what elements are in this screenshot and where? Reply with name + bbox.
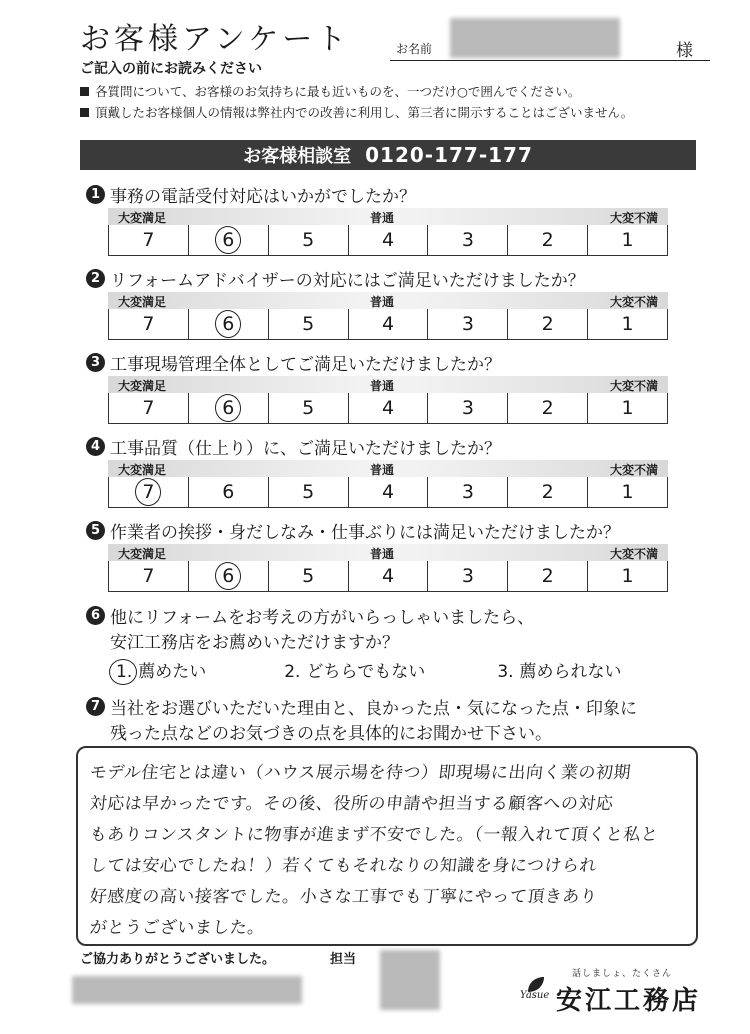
honorific: 様 (676, 41, 693, 61)
redacted-name (450, 18, 620, 58)
rating-option-3[interactable]: 3 (428, 561, 508, 591)
option-number: 2. (284, 662, 301, 682)
scale-header (108, 292, 668, 309)
option-label: 薦めたい (138, 662, 207, 682)
scale-cells (108, 225, 668, 256)
question-text: 工事現場管理全体としてご満足いただけましたか？ (110, 355, 501, 375)
option-number: 1. (116, 662, 133, 682)
rating-option-2[interactable]: 2 (508, 393, 588, 423)
question-number-icon: 3 (86, 353, 105, 372)
scale-header (108, 460, 668, 477)
scale-label-low: 大変不満 (609, 463, 658, 477)
rating-option-6[interactable]: 6 (189, 393, 269, 423)
question-text: 事務の電話受付対応はいかがでしたか？ (110, 187, 416, 207)
rating-option-7[interactable]: 7 (109, 393, 189, 423)
scale-label-low: 大変不満 (609, 211, 658, 225)
option-neutral[interactable] (284, 657, 425, 682)
rating-option-6[interactable]: 6 (189, 561, 269, 591)
question-6 (86, 603, 534, 628)
scale-label-high: 大変満足 (118, 547, 167, 561)
scale-cells (108, 309, 668, 340)
redacted-address (72, 976, 302, 1004)
rating-option-1[interactable]: 1 (588, 225, 668, 255)
question-number-icon: 7 (86, 697, 105, 716)
rating-option-2[interactable]: 2 (508, 561, 588, 591)
intro-heading: ご記入の前にお読みください (80, 61, 262, 77)
rating-option-2[interactable]: 2 (508, 225, 588, 255)
note-text: 各質問について、お客様のお気持ちに最も近いものを、一つだけ○で囲んでください。 (95, 84, 581, 99)
answer-line: モデル住宅とは違い（ハウス展示場を待つ）即現場に出向く業の初期 (88, 763, 632, 783)
rating-option-3[interactable]: 3 (428, 477, 508, 507)
page-title: お客様アンケート (80, 22, 351, 57)
question-number-icon: 4 (86, 437, 105, 456)
company-name: 安江工務店 (556, 986, 702, 1016)
option-label: 薦められない (519, 662, 622, 682)
banner-label: お客様相談室 (243, 146, 352, 167)
rating-scale (108, 208, 668, 256)
rating-option-7[interactable]: 7 (109, 225, 189, 255)
scale-label-high: 大変満足 (118, 211, 167, 225)
scale-label-low: 大変不満 (609, 295, 658, 309)
rating-option-2[interactable]: 2 (508, 477, 588, 507)
rating-option-1[interactable]: 1 (588, 309, 668, 339)
question-7-line2: 残った点などのお気づきの点を具体的にお聞かせ下さい。 (110, 724, 552, 744)
question-7 (86, 694, 637, 719)
scale-label-mid: 普通 (370, 379, 395, 393)
scale-header (108, 544, 668, 561)
square-bullet-icon (80, 108, 89, 117)
rating-option-6[interactable]: 6 (189, 225, 269, 255)
rating-option-3[interactable]: 3 (428, 393, 508, 423)
scale-label-mid: 普通 (370, 463, 395, 477)
note-2 (80, 103, 633, 121)
rating-option-7[interactable]: 7 (109, 561, 189, 591)
logo-script: Yasue (520, 990, 550, 1001)
answer-line: がとうございました。 (88, 918, 266, 938)
rating-option-2[interactable]: 2 (508, 309, 588, 339)
name-label: お名前 (396, 42, 433, 56)
square-bullet-icon (80, 87, 89, 96)
rating-option-6[interactable]: 6 (189, 309, 269, 339)
question-number-icon: 2 (86, 269, 105, 288)
scale-cells (108, 393, 668, 424)
answer-line: 好感度の高い接客でした。小さな工事でも丁寧にやって頂きあり (88, 887, 599, 907)
rating-option-1[interactable]: 1 (588, 393, 668, 423)
rating-option-5[interactable]: 5 (269, 393, 349, 423)
scale-label-mid: 普通 (370, 211, 395, 225)
redacted-staff (380, 950, 440, 1010)
question-number-icon: 6 (86, 606, 105, 625)
scale-label-high: 大変満足 (118, 295, 167, 309)
rating-scale (108, 544, 668, 592)
option-recommend[interactable] (116, 657, 206, 682)
rating-option-4[interactable]: 4 (349, 393, 429, 423)
question-5 (86, 518, 620, 543)
rating-option-6[interactable]: 6 (189, 477, 269, 507)
option-label: どちらでもない (306, 662, 426, 682)
scale-header (108, 208, 668, 225)
scale-cells (108, 477, 668, 508)
rating-option-4[interactable]: 4 (349, 561, 429, 591)
question-text: リフォームアドバイザーの対応にはご満足いただけましたか？ (110, 271, 585, 291)
scale-label-high: 大変満足 (118, 463, 167, 477)
question-1 (86, 182, 416, 207)
scale-label-low: 大変不満 (609, 547, 658, 561)
question-text: 作業者の挨拶・身だしなみ・仕事ぶりには満足いただけましたか？ (110, 523, 620, 543)
rating-option-3[interactable]: 3 (428, 225, 508, 255)
rating-option-4[interactable]: 4 (349, 477, 429, 507)
rating-option-4[interactable]: 4 (349, 225, 429, 255)
question-2 (86, 266, 585, 291)
consult-banner (80, 140, 696, 170)
rating-option-5[interactable]: 5 (269, 561, 349, 591)
question-text: 工事品質（仕上り）に、ご満足いただけましたか？ (110, 439, 501, 459)
rating-option-7[interactable]: 7 (109, 477, 189, 507)
scale-label-mid: 普通 (370, 547, 395, 561)
scale-label-mid: 普通 (370, 295, 395, 309)
rating-scale (108, 460, 668, 508)
question-4 (86, 434, 501, 459)
slogan: 話しましょ、たくさん (572, 969, 673, 979)
thanks-text: ご協力ありがとうございました。 (80, 952, 276, 967)
rating-option-7[interactable]: 7 (109, 309, 189, 339)
banner-phone: 0120-177-177 (365, 143, 533, 167)
option-number: 3. (497, 662, 514, 682)
rating-option-5[interactable]: 5 (269, 477, 349, 507)
question-number-icon: 1 (86, 185, 105, 204)
note-text: 頂戴したお客様個人の情報は弊社内での改善に利用し、第三者に開示することはございません。 (95, 105, 634, 120)
name-field-line (390, 60, 710, 61)
rating-option-1[interactable]: 1 (588, 561, 668, 591)
staff-label: 担当 (330, 952, 357, 967)
scale-label-low: 大変不満 (609, 379, 658, 393)
question-3 (86, 350, 501, 375)
answer-line: しては安心でしたね！）若くてもそれなりの知識を身につけられ (88, 856, 598, 876)
option-not-recommend[interactable] (497, 657, 621, 682)
rating-option-4[interactable]: 4 (349, 309, 429, 339)
rating-option-3[interactable]: 3 (428, 309, 508, 339)
question-text: 当社をお選びいただいた理由と、良かった点・気になった点・印象に (110, 699, 637, 719)
rating-option-5[interactable]: 5 (269, 225, 349, 255)
q6-options (116, 657, 676, 682)
rating-option-5[interactable]: 5 (269, 309, 349, 339)
scale-header (108, 376, 668, 393)
rating-scale (108, 292, 668, 340)
answer-line: もありコンスタントに物事が進まず不安でした。（一報入れて頂くと私と (88, 825, 660, 845)
question-text: 他にリフォームをお考えの方がいらっしゃいましたら、 (110, 608, 535, 628)
answer-line: 対応は早かったです。その後、役所の申請や担当する顧客への対応 (88, 794, 615, 814)
rating-scale (108, 376, 668, 424)
rating-option-1[interactable]: 1 (588, 477, 668, 507)
note-1 (80, 82, 580, 100)
scale-label-high: 大変満足 (118, 379, 167, 393)
question-6-line2: 安江工務店をお薦めいただけますか？ (110, 633, 399, 653)
question-number-icon: 5 (86, 521, 105, 540)
scale-cells (108, 561, 668, 592)
